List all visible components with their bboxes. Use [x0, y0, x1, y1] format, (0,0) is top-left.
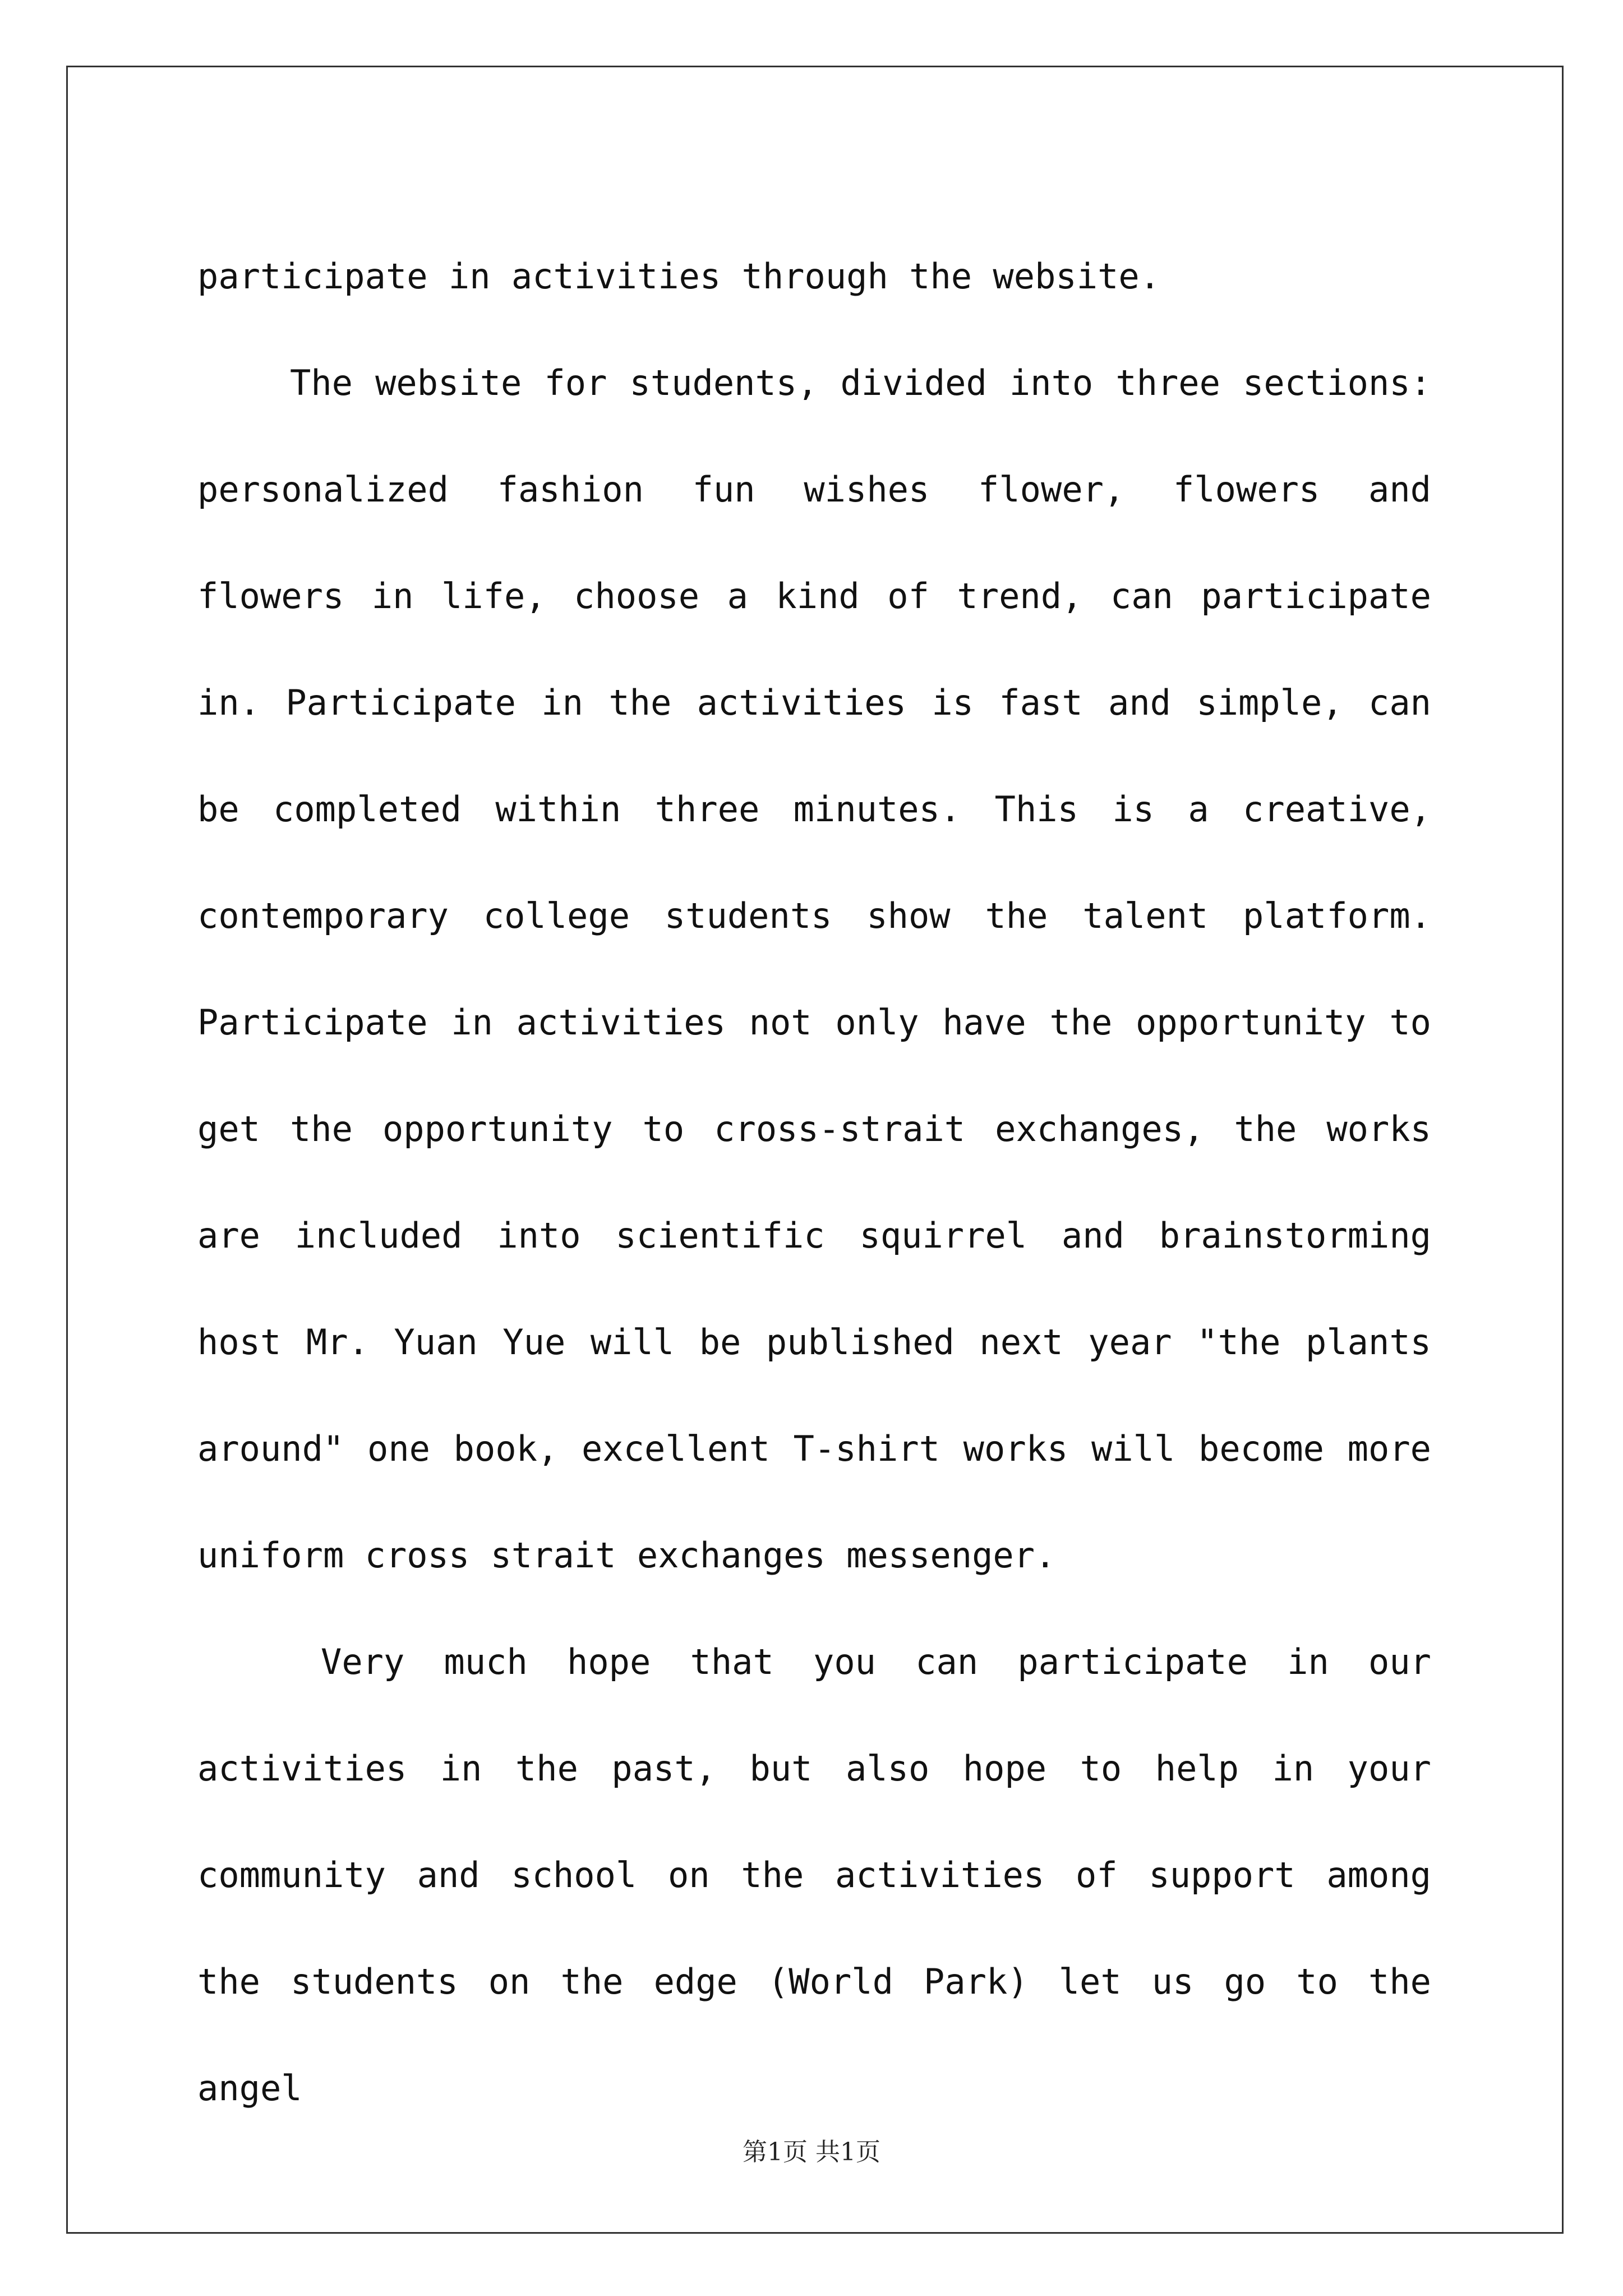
document-body	[197, 223, 1431, 2142]
paragraph-website-sections: The website for students, divided into three sections: personalized fashion fun wishes flower, flowers and flowers in life, choose a kind of trend, can participate in. Participate in the activities is fast and simple, can be completed within three minutes. This is a creative, contemporary college students show the talent platform. Participate in activities not only have the opportunity to get the opportunity to cross-strait exchanges, the works are included into scientific squirrel and brainstorming host Mr. Yuan Yue will be published next year "the plants around" one book, excellent T-shirt works will become more uniform cross strait exchanges messenger.	[197, 362, 1431, 1576]
page-number: 第1页 共1页	[743, 2138, 880, 2166]
paragraph-hope-participate: Very much hope that you can participate in our activities in the past, but also hope to help in your community and school on the activities of support among the students on the edge (World Park) let us go to the angel	[197, 1641, 1431, 2109]
paragraph-continuation: participate in activities through the website.	[197, 256, 1161, 297]
